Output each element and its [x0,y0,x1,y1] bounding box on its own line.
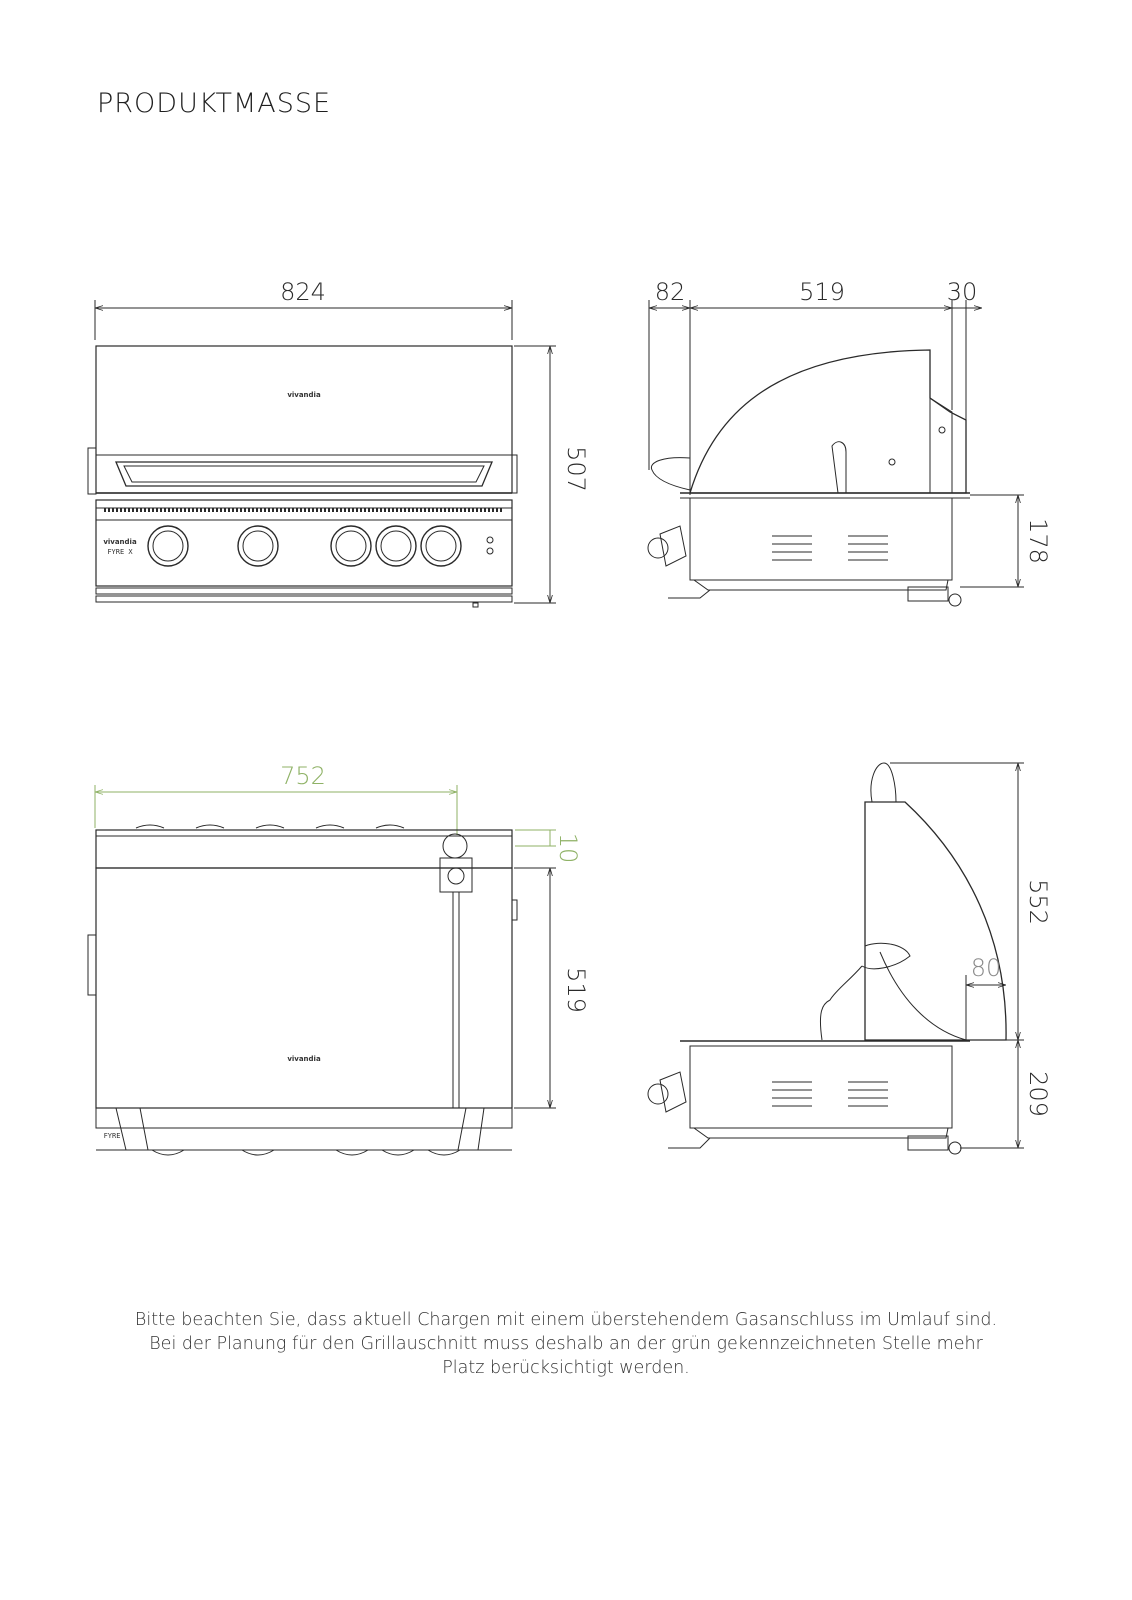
lid-offset-label: 80 [970,954,1002,982]
top-view [88,785,556,1155]
panel-brand-logo: vivandia [103,538,137,546]
planning-note [60,1308,1072,1380]
top-brand-logo: vivandia [287,1055,321,1063]
front-height-label: 507 [562,446,590,492]
side-depth-body-label: 519 [799,278,845,306]
open-lid-height-label: 552 [1024,879,1052,925]
top-model-label: FYRE [103,1132,121,1140]
front-view [88,300,556,607]
front-width-label: 824 [280,278,326,306]
side-depth-back-label: 82 [654,278,686,306]
front-brand-logo: vivandia [287,391,321,399]
note-line-3: Platz berücksichtigt werden. [442,1358,690,1378]
note-line-1: Bitte beachten Sie, dass aktuell Chargen mit einem überstehendem Gasanschluss im Umlauf sind. [134,1310,998,1330]
gas-protrusion-label: 10 [554,832,582,864]
side-view-open [648,763,1024,1154]
side-depth-front-label: 30 [946,278,978,306]
side-base-height-label: 178 [1024,518,1052,564]
side-view-closed [648,300,1024,606]
gas-offset-label: 752 [280,762,326,790]
open-base-height-label: 209 [1024,1071,1052,1117]
note-line-2: Bei der Planung für den Grillauschnitt muss deshalb an der grün gekennzeichneten Stelle mehr [149,1334,983,1354]
panel-model-label: FYRE X [107,548,133,556]
top-depth-label: 519 [562,967,590,1013]
page-title: PRODUKTMASSE [97,88,332,119]
